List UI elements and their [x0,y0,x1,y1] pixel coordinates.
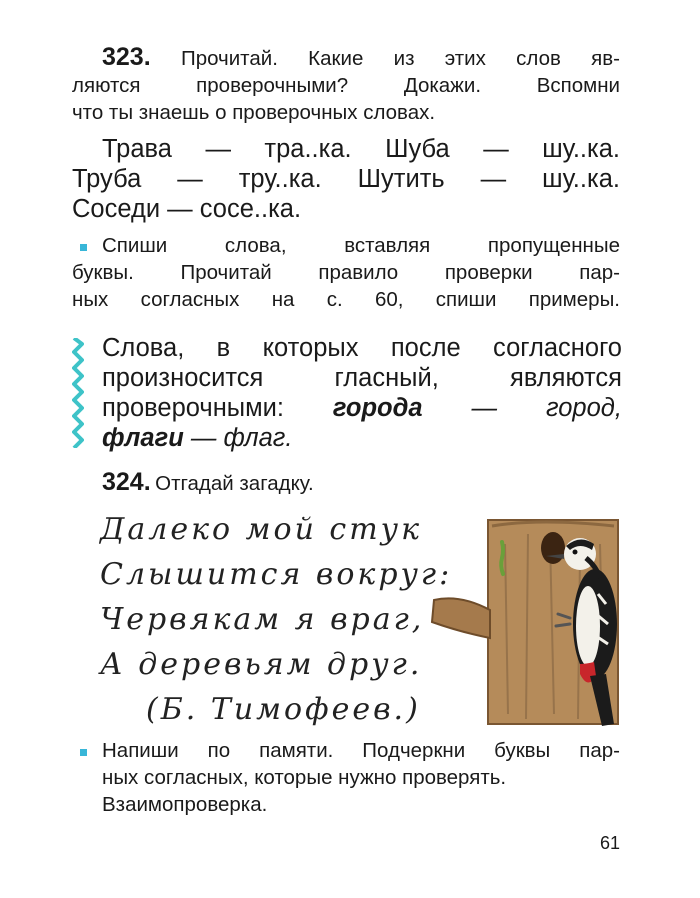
exercise-324-subtask: Напиши по памяти. Подчеркни буквы пар- ных согласных, которые нужно проверять. Взаимопроверка. [102,739,620,816]
riddle-line: Далеко мой стук [100,512,423,547]
task-line: ляются проверочными? Докажи. Вспомни [72,74,620,97]
riddle-author: (Б. Тимофеев.) [146,692,421,727]
rule-line: проверочными: города — город, [102,394,622,422]
rule-line: произносится гласный, являются [102,364,622,392]
rule-box [102,333,622,453]
exercise-323-subtask: Спиши слова, вставляя пропущенные буквы. Прочитай правило проверки пар- ных согласных на с. 60, спиши примеры. [72,234,620,311]
riddle-line: Слышится вокруг: [100,557,453,592]
rule-line: Слова, в которых после согласного [102,334,622,362]
exercise-number: 324. [102,468,151,496]
exercise-324-task: Отгадай загадку. [155,472,314,495]
page-number: 61 [600,833,621,853]
task-line: 323. Прочитай. Какие из этих слов яв- [102,43,620,71]
woodpecker-illustration [430,514,626,726]
rule-line: флаги — флаг. [102,424,293,452]
word-row: Соседи — сосе..ка. [72,195,302,223]
word-list [72,134,620,224]
riddle-line: Червякам я враг, [100,602,425,637]
rule-margin-bar [72,338,84,448]
word-row: Труба — тру..ка. Шутить — шу..ка. [72,165,620,193]
riddle-line: А деревьям друг. [100,647,423,682]
exercise-number: 323. [102,43,151,71]
riddle-handwritten [100,507,452,732]
word-row: Трава — тра..ка. Шуба — шу..ка. [102,135,620,163]
exercise-324-heading [102,468,314,497]
exercise-323-task [72,44,620,126]
task-line: что ты знаешь о проверочных словах. [72,101,436,124]
